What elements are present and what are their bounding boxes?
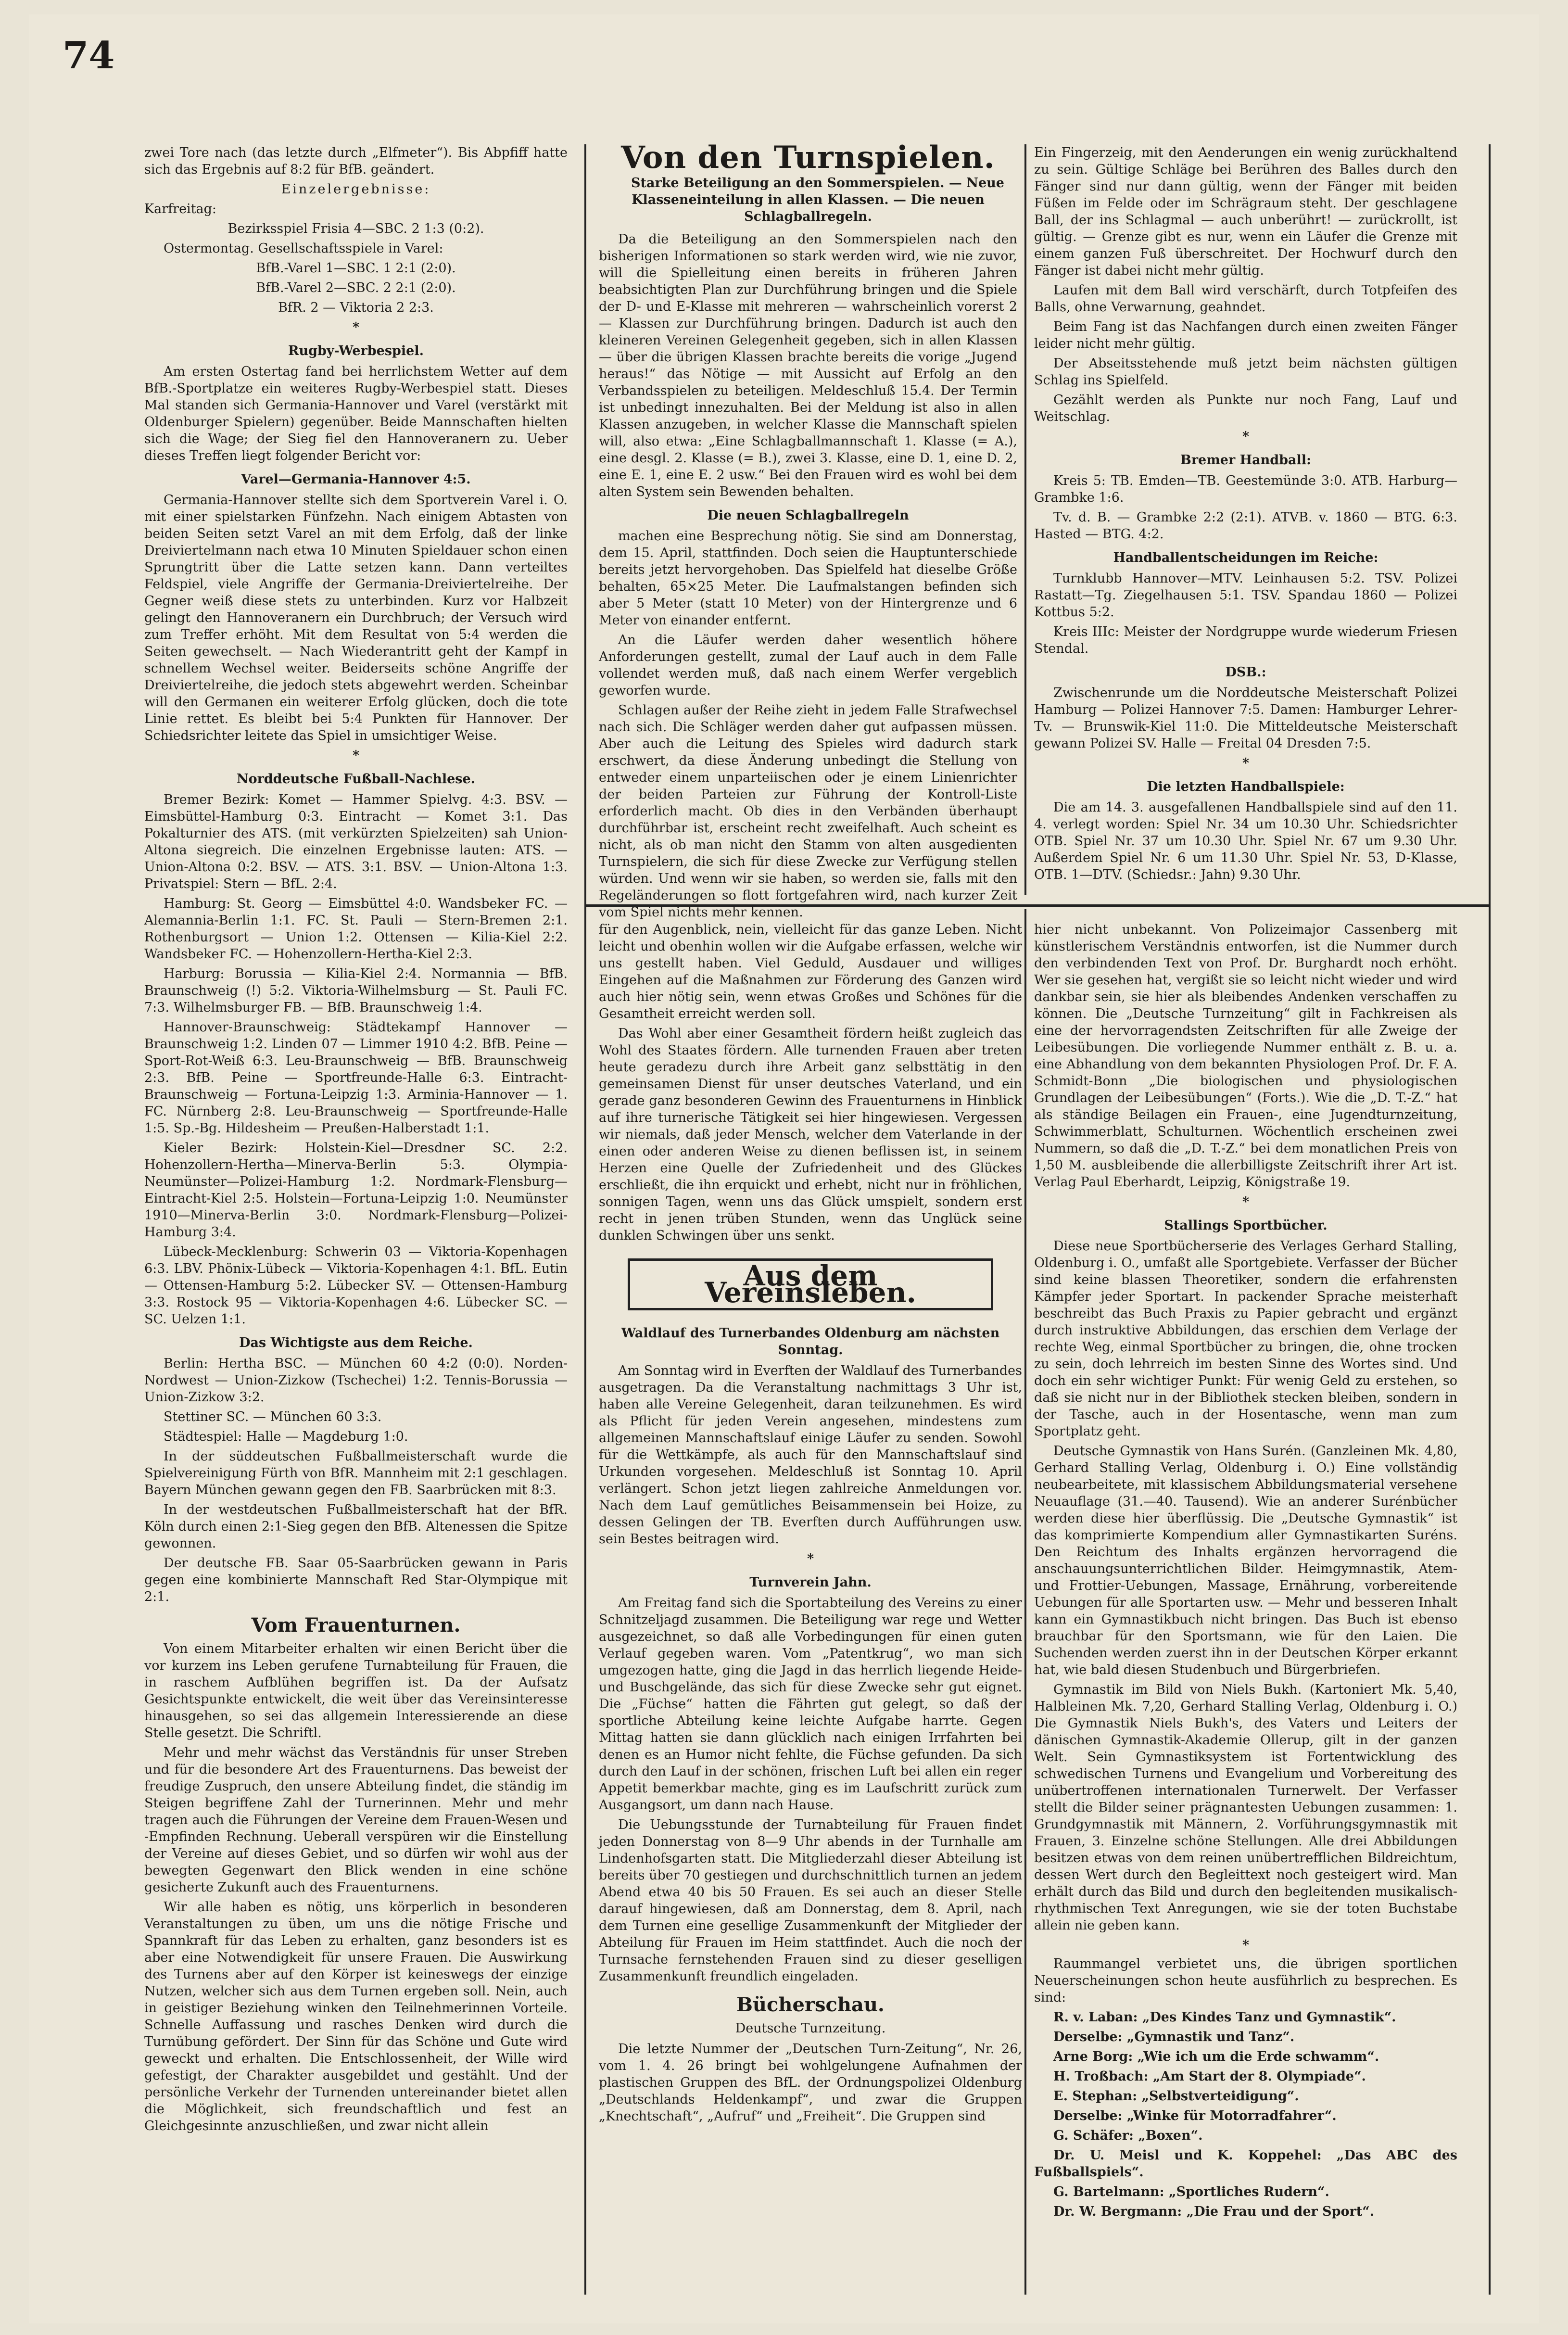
jahn-paragraph: Am Freitag fand sich die Sportabteilung des Vereins zu einer Schnitzeljagd zusammen. Die Beteiligung war rege und Wetter ausgezeichnet, so daß alle Vorbedingungen für einen guten Verlauf gegeben waren. Vom „Patentkrug“, wo man sich umgezogen hatte, ging die Jagd in das herrlich liegende Heide- und Buschgelände, das sich für diese Zwecke sehr gut eignet. Die „Füchse“ hatten die Fährten gut gelegt, so daß der sportliche Abteilung keine leichte Aufgabe harrte. Gegen Mittag hatten sie dann glücklich nach einigen Irrfahrten bei denen es an Humor nicht fehlte, die Füchse gefunden. Da sich durch den Lauf in der schönen, frischen Luft bei allen ein reger Appetit bemerkbar machte, ging es im Laufschritt zurück zum Ausgangsort, um dann nach Hause.	[599, 1596, 1022, 1813]
rugby-report: Germania-Hannover stellte sich dem Sportverein Varel i. O. mit einer spielstarken Fünfzehn. Nach einigem Abtasten von beiden Seiten setzt Varel an mit dem Erfolg, daß der linke Dreiviertelmann nach etwa 10 Minuten Spieldauer schon einen Sprungtritt über die Latte setzen kann. Dann verteiltes Feldspiel, viele Angriffe der Germania-Dreiviertelreihe. Der Gegner weiß diese stets zu unterbinden. Kurz vor Halbzeit gelingt den Hannoveranern ein Durchbruch; der Versuch wird zum Treffer erhöht. Mit dem Resultat von 5:4 werden die Seiten gewechselt. — Nach Wiederantritt geht der Kampf in schnellem Wechsel weiter. Beiderseits schöne Angriffe der Dreiviertelreihe, die jedoch stets abgewehrt werden. Scheinbar will den Germanen ein weiterer Erfolg glücken, doch die tote Linie rettet. Es bleibt bei 5:4 Punkten für Hannover. Der Schiedsrichter leitete das Spiel in umsichtiger Weise.	[144, 493, 568, 743]
turnspiele-lead: Starke Beteiligung an den Sommerspielen. — Neue Klasseneinteilung in allen Klassen. — Die neuen Schlagballregeln.	[631, 176, 1004, 224]
wichtigste-staedte: Städtespiel: Halle — Magdeburg 1:0.	[164, 1429, 408, 1444]
column-3-bottom	[1034, 921, 1457, 2285]
column-2-top	[599, 140, 1017, 920]
handball-reich-heading: Handballentscheidungen im Reiche:	[1113, 550, 1378, 565]
result-line: Ostermontag. Gesellschaftsspiele in Varel:	[164, 241, 443, 256]
dtz-heading: Deutsche Turnzeitung.	[735, 2021, 886, 2036]
frauenturnen-paragraph: Von einem Mitarbeiter erhalten wir einen Bericht über die vor kurzem ins Leben gerufene Turnabteilung für Frauen, die in raschem Aufblühen begriffen ist. Da der Aufsatz Gesichtspunkte entwickelt, die weit über das Vereinsinteresse hinausgehen, so sei das allgemein Interessierende an diese Stelle gesetzt. Die Schriftl.	[144, 1641, 568, 1740]
wichtigste-paragraph: Der deutsche FB. Saar 05-Saarbrücken gewann in Paris gegen eine kombinierte Mannschaft Red Star-Olympique mit 2:1.	[144, 1556, 568, 1604]
schlagball-rules: Laufen mit dem Ball wird verschärft, durch Totpfeifen des Balls, ohne Verwarnung, geahndet.	[1034, 283, 1457, 315]
waldlauf-heading: Waldlauf des Turnerbandes Oldenburg am nächsten Sonntag.	[621, 1326, 1000, 1358]
book-list-item: Arne Borg: „Wie ich um die Erde schwamm“.	[1053, 2049, 1379, 2064]
schlagball-paragraph: Schlagen außer der Reihe zieht in jedem Falle Strafwechsel nach sich. Die Schläger werden daher gut aufpassen müssen. Aber auch die Leitung des Spieles wird dadurch stark erschwert, da diese Änderung unbedingt die Stellung von entweder einem unparteiischen oder je einem Linienrichter der beiden Parteien zur Führung der Kontroll-Liste erforderlich macht. Ob dies in den Verbänden überhaupt durchführbar ist, erscheint recht zweifelhaft. Auch scheint es nicht, als ob man nicht den Stamm von alten ausgedienten Turnspielern, die sich für diese Zwecke zur Verfügung stellen würden. Und wenn wir sie haben, so werden sie, falls mit den Regeländerungen so flott fortgefahren wird, nach kurzer Zeit vom Spiel nichts mehr kennen.	[599, 703, 1017, 920]
column-rule-3	[1024, 909, 1026, 2295]
dtz-continuation: hier nicht unbekannt. Von Polizeimajor Cassenberg mit künstlerischem Verständnis entworfen, ist die Nummer durch den verbindenden Text von Prof. Dr. Burghardt noch erhöht. Wer sie gesehen hat, vergißt sie so leicht nicht wieder und wird dankbar sein, sie hier als bleibendes Andenken verschaffen zu können. Die „Deutsche Turnzeitung“ gilt in Fachkreisen als eine der hervorragendsten Zeitschriften für alle Zweige der Leibesübungen. Die vorliegende Nummer enthält z. B. u. a. eine Abhandlung von dem bekannten Physiologen Prof. Dr. F. A. Schmidt-Bonn „Die biologischen und physiologischen Grundlagen der Leibesübungen“ (Forts.). Wie die „D. T.-Z.“ hat als ständige Beilagen ein Frauen-, eine Jugendturnzeitung, Schwimmerblatt, Schulturnen. Wöchentlich erscheinen zwei Nummern, so daß die „D. T.-Z.“ bei dem monatlichen Preis von 1,50 M. ausbleibende die allerbilligste Zeitschrift ihrer Art ist. Verlag Paul Eberhardt, Leipzig, Königstraße 19.	[1034, 922, 1457, 1190]
football-hamburg: Hamburg: St. Georg — Eimsbüttel 4:0. Wandsbeker FC. — Alemannia-Berlin 1:1. FC. St. Pauli — Stern-Bremen 2:1. Rothenburgsort — Union 1:2. Ottensen — Kilia-Kiel 2:2. Wandsbeker FC. — Hohenzollern-Hertha-Kiel 2:3.	[144, 896, 568, 962]
stalling-paragraph: Gymnastik im Bild von Niels Bukh. (Kartoniert Mk. 5,40, Halbleinen Mk. 7,20, Gerhard Stalling Verlag, Oldenburg i. O.) Die Gymnastik Niels Bukh's, des Vaters und Leiters der dänischen Gymnastik-Akademie Ollerup, gilt in der ganzen Welt. Sein Gymnastiksystem ist Fortentwicklung des schwedischen Turnens und Evangelium und Vorbereitung des unübertroffenen internationalen Turnerwelt. Der Verfasser stellt die Bilder seiner prägnantesten Uebungen zusammen: 1. Grundgymnastik mit Männern, 2. Vorführungsgymnastik mit Frauen, 3. Einzelne schöne Stellungen. Alle drei Abbildungen besitzen etwas von dem reinen unübertrefflichen Bildreichtum, dessen Wert durch den Begleittext noch gesteigert wird. Man erhält durch das Bild und durch den begleitenden musikalisch-rhythmischen Text Anregungen, wie sie der toten Buchstabe allein nie geben kann.	[1034, 1682, 1457, 1933]
frauenturnen-paragraph: Mehr und mehr wächst das Verständnis für unser Streben und für die besondere Art des Frauenturnens. Das beweist der freudige Zuspruch, den unsere Abteilung findet, die ständig im Steigen begriffene Zahl der Turnerinnen. Mehr und mehr tragen auch die Führungen der Vereine dem Frauen-Wesen und -Empfinden Rechnung. Ueberall verspüren wir die Einstellung der Vereine auf dieses Gebiet, und so dürfen wir wohl aus der bewegten Gegenwart den Blick wenden in eine schöne gesicherte Zukunft auch des Frauenturnens.	[144, 1745, 568, 1895]
dsb-heading: DSB.:	[1225, 665, 1266, 680]
handball-heading: Bremer Handball:	[1180, 453, 1311, 468]
column-2-bottom	[599, 921, 1022, 2285]
karfreitag-label: Karfreitag:	[144, 202, 217, 216]
schlagball-rules: Beim Fang ist das Nachfangen durch einen zweiten Fänger leider nicht mehr gültig.	[1034, 319, 1457, 351]
frauenturnen-heading: Vom Frauenturnen.	[251, 1614, 461, 1637]
column-1	[144, 144, 568, 2285]
wichtigste-stettin: Stettiner SC. — München 60 3:3.	[164, 1409, 382, 1424]
football-kiel: Kieler Bezirk: Holstein-Kiel—Dresdner SC. 2:2. Hohenzollern-Hertha—Minerva-Berlin 5:3. Olympia-Neumünster—Polizei-Hamburg 1:2. Nordmark-Flensburg—Eintracht-Kiel 2:5. Holstein—Fortuna-Leipzig 1:0. Neumünster 1910—Minerva-Berlin 3:0. Nordmark-Flensburg—Polizei-Hamburg 3:4.	[144, 1141, 568, 1240]
book-list-item: Dr. W. Bergmann: „Die Frau und der Sport“.	[1053, 2204, 1375, 2219]
separator-star: *	[1242, 756, 1250, 771]
right-border	[1489, 144, 1491, 2295]
column-3-top	[1034, 144, 1457, 882]
vereinsleben-heading: Aus dem Vereinsleben.	[628, 1258, 993, 1310]
book-list-item: H. Troßbach: „Am Start der 8. Olympiade“.	[1053, 2069, 1366, 2084]
rugby-paragraph: Am ersten Ostertag fand bei herrlichstem Wetter auf dem BfB.-Sportplatze ein weiteres Rugby-Werbespiel statt. Dieses Mal standen sich Germania-Hannover und Varel (verstärkt mit Oldenburger Spielern) gegenüber. Beide Mannschaften hielten sich die Wage; der Sieg fiel den Hannoveranern zu. Ueber dieses Treffen liegt folgender Bericht vor:	[144, 364, 568, 463]
football-bremen: Bremer Bezirk: Komet — Hammer Spielvg. 4:3. BSV. — Eimsbüttel-Hamburg 0:3. Eintracht — Komet 3:1. Das Pokalturnier des ATS. (mit verkürzten Spielzeiten) sah Union-Altona siegreich. Die einzelnen Ergebnisse lauten: ATS. — Union-Altona 0:2. BSV. — ATS. 3:1. BSV. — Union-Altona 1:3. Privatspiel: Stern — BfL. 2:4.	[144, 792, 568, 891]
turnspiele-paragraph: Da die Beteiligung an den Sommerspielen nach den bisherigen Informationen so stark werden wird, wie nie zuvor, will die Spielleitung einen bereits in früheren Jahren beabsichtigten Plan zur Durchführung bringen und die Spiele der D- und E-Klasse mit mehreren — wahrscheinlich vorerst 2 — Klassen zur Durchführung bringen. Dadurch ist auch den kleineren Vereinen Gelegenheit gegeben, sich in allen Klassen — über die übrigen Klassen brachte bereits die vorige „Jugend heraus!“ das Nötige — mit Aussicht auf Erfolg an den Verbandsspielen zu beteiligen. Meldeschluß 15.4. Der Termin ist unbedingt innezuhalten. Bei der Meldung ist also in allen Klassen anzugeben, in welcher Klasse die Mannschaft spielen will, also etwa: „Eine Schlagballmannschaft 1. Klasse (= A.), eine desgl. 2. Klasse (= B.), zwei 3. Klasse, eine D. 1, eine D. 2, eine E. 1, eine E. 2 usw.“ Bei den Frauen wird es wohl bei dem alten System sein Bewenden behalten.	[599, 232, 1017, 499]
jahn-heading: Turnverein Jahn.	[749, 1575, 872, 1590]
column-rule-2	[1024, 144, 1026, 895]
wichtigste-heading: Das Wichtigste aus dem Reiche.	[239, 1335, 473, 1350]
book-list-item: G. Bartelmann: „Sportliches Rudern“.	[1053, 2184, 1329, 2199]
schlagball-paragraph: machen eine Besprechung nötig. Sie sind am Donnerstag, dem 15. April, stattfinden. Doch seien die Hauptunterschiede bereits jetzt hervorgehoben. Das Spielfeld hat dieselbe Größe behalten, 65×25 Meter. Die Laufmalstangen befinden sich aber 5 Meter (statt 10 Meter) von der Hintergrenze und 6 Meter von einander entfernt.	[599, 529, 1017, 628]
frauenturnen-paragraph: Wir alle haben es nötig, uns körperlich in besonderen Veranstaltungen zu üben, um uns die nötige Frische und Spannkraft für das Leben zu erhalten, ganz besonders ist es aber eine Notwendigkeit für unsere Frauen. Die Auswirkung des Turnens aber auf den Körper ist keineswegs der einzige Nutzen, welcher sich aus dem Turnen ergeben soll. Nein, auch in geistiger Beziehung winken den Teilnehmerinnen Vorteile. Schnelle Auffassung und rasches Denken wird durch die Turnübung gefördert. Der Sinn für das Schöne und Gute wird geweckt und erhalten. Die Entschlossenheit, der Wille wird gefestigt, der Charakter ausgebildet und gestählt. Und der persönliche Verkehr der Turnenden untereinander bietet allen die Möglichkeit, sich freundschaftlich und fest an Gleichgesinnte anzuschließen, und zwar nicht allein	[144, 1900, 568, 2133]
book-list-item: Derselbe: „Winke für Motorradfahrer“.	[1053, 2108, 1337, 2123]
book-list-item: R. v. Laban: „Des Kindes Tanz und Gymnastik“.	[1053, 2010, 1396, 2025]
football-hannover: Hannover-Braunschweig: Städtekampf Hannover — Braunschweig 1:2. Linden 07 — Limmer 1910 4:2. BfB. Peine — Sport-Rot-Weiß 6:3. Leu-Braunschweig — BfB. Braunschweig 2:3. BfB. Peine — Sportfreunde-Halle 6:3. Eintracht-Braunschweig — Fortuna-Leipzig 1:3. Arminia-Hannover — 1. FC. Nürnberg 2:8. Leu-Braunschweig — Sportfreunde-Halle 1:5. Sp.-Bg. Hildesheim — Preußen-Halberstadt 1:1.	[144, 1020, 568, 1136]
schlagball-heading: Die neuen Schlagballregeln	[707, 508, 909, 523]
book-list-item: Derselbe: „Gymnastik und Tanz“.	[1053, 2030, 1295, 2044]
raummangel-paragraph: Raummangel verbietet uns, die übrigen sportlichen Neuerscheinungen schon heute ausführlich zu besprechen. Es sind:	[1034, 1956, 1457, 2005]
page-number: 74	[63, 34, 115, 77]
football-luebeck: Lübeck-Mecklenburg: Schwerin 03 — Viktoria-Kopenhagen 6:3. LBV. Phönix-Lübeck — Viktoria-Kopenhagen 4:1. BfL. Eutin — Ottensen-Hamburg 5:2. Lübecker SV. — Ottensen-Hamburg 3:3. Rostock 95 — Viktoria-Kopenhagen 4:6. Lübecker SC. — SC. Uelzen 1:1.	[144, 1244, 568, 1327]
rugby-result: Varel—Germania-Hannover 4:5.	[241, 472, 471, 487]
separator-star: *	[352, 748, 360, 763]
schlagball-rules: Der Abseitsstehende muß jetzt beim nächsten gültigen Schlag ins Spielfeld.	[1034, 356, 1457, 388]
dtz-paragraph: Die letzte Nummer der „Deutschen Turn-Zeitung“, Nr. 26, vom 1. 4. 26 bringt bei wohlgelungene Aufnahmen der plastischen Gruppen des BfL. der Ordnungspolizei Oldenburg „Deutschlands Heldenkampf“, und zwar die Gruppen „Knechtschaft“, „Aufruf“ und „Freiheit“. Die Gruppen sind	[599, 2042, 1022, 2124]
book-list	[1034, 2009, 1457, 2220]
book-list-item: E. Stephan: „Selbstverteidigung“.	[1053, 2089, 1299, 2104]
schlagball-paragraph: An die Läufer werden daher wesentlich höhere Anforderungen gestellt, zumal der Lauf auch in dem Falle vollendet werden muß, daß nach einem Werfer vergeblich geworfen wurde.	[599, 633, 1017, 698]
football-heading: Norddeutsche Fußball-Nachlese.	[236, 772, 476, 787]
book-list-item: Dr. U. Meisl und K. Koppehel: „Das ABC des Fußballspiels“.	[1034, 2148, 1457, 2180]
handball-result: Turnklubb Hannover—MTV. Leinhausen 5:2. TSV. Polizei Rastatt—Tg. Ziegelhausen 5:1. TSV. Spandau 1860 — Polizei Kottbus 5:2.	[1034, 571, 1457, 620]
wichtigste-berlin: Berlin: Hertha BSC. — München 60 4:2 (0:0). Norden-Nordwest — Union-Zizkow (Tschechei) 1:2. Tennis-Borussia — Union-Zizkow 3:2.	[144, 1356, 568, 1405]
handball-result: Tv. d. B. — Grambke 2:2 (2:1). ATVB. v. 1860 — BTG. 6:3. Hasted — BTG. 4:2.	[1034, 510, 1457, 542]
stalling-paragraph: Deutsche Gymnastik von Hans Surén. (Ganzleinen Mk. 4,80, Gerhard Stalling Verlag, Oldenburg i. O.) Eine vollständig neubearbeitete, mit klassischem Abbildungsmaterial versehene Neuauflage (31.—40. Tausend). Wie an anderer Surénbücher werden diese hier überflüssig. Die „Deutsche Gymnastik“ ist das komprimierte Kompendium aller Gymnastikarten Suréns. Den Reichtum des Inhalts ergänzen hervorragend die anschauungsunterrichtlichen Bilder. Heimgymnastik, Atem- und Frottier-Uebungen, Massage, Ernährung, vorbereitende Uebungen für alle Sportarten usw. — Mehr und besseren Inhalt kann ein Gymnastikbuch nicht bringen. Das Buch ist ebenso brauchbar für den Sportsmann, wie für den Laien. Die Suchenden werden zuerst ihn in der Deutschen Körper erkannt hat, wie bald diesen Studenbuch und Bürgerbriefen.	[1034, 1444, 1457, 1677]
dsb-paragraph: Zwischenrunde um die Norddeutsche Meisterschaft Polizei Hamburg — Polizei Hannover 7:5. Damen: Hamburger Lehrer-Tv. — Brunswik-Kiel 11:0. Die Mitteldeutsche Meisterschaft gewann Polizei SV. Halle — Freital 04 Dresden 7:5.	[1034, 685, 1457, 751]
jahn-paragraph: Die Uebungsstunde der Turnabteilung für Frauen findet jeden Donnerstag von 8—9 Uhr abends in der Turnhalle am Lindenhofsgarten statt. Die Mitgliederzahl dieser Abteilung ist bereits über 70 gestiegen und durchschnittlich turnen an jedem Abend etwa 40 bis 50 Frauen. Es sei auch an dieser Stelle darauf hingewiesen, daß am Donnerstag, dem 8. April, nach dem Turnen eine gesellige Zusammenkunft der Mitglieder der Abteilung für Frauen im Heim stattfindet. Auch die noch der Turnsache fernstehenden Frauen sind zu dieser geselligen Zusammenkunft freundlich eingeladen.	[599, 1817, 1022, 1984]
handball-result: Kreis 5: TB. Emden—TB. Geestemünde 3:0. ATB. Harburg—Grambke 1:6.	[1034, 473, 1457, 505]
column-rule-1	[584, 144, 586, 2295]
letzte-heading: Die letzten Handballspiele:	[1147, 779, 1345, 794]
frauen-continuation: für den Augenblick, nein, vielleicht für das ganze Leben. Nicht leicht und obenhin wollen wir die Aufgabe erfassen, welche wir uns gestellt haben. Viel Geduld, Ausdauer und williges Eingehen auf die Maßnahmen zur Förderung des Ganzen wird auch hier nötig sein, wenn etwas Großes und Schönes für die Gesamtheit erreicht werden soll.	[599, 922, 1022, 1021]
wichtigste-paragraph: In der westdeutschen Fußballmeisterschaft hat der BfR. Köln durch einen 2:1-Sieg gegen den BfB. Altenessen die Spitze gewonnen.	[144, 1502, 568, 1551]
buecherschau-heading: Bücherschau.	[736, 1993, 885, 2016]
einzel-heading: Einzelergebnisse:	[281, 182, 431, 197]
stalling-heading: Stallings Sportbücher.	[1164, 1218, 1328, 1233]
result-line: Bezirksspiel Frisia 4—SBC. 2 1:3 (0:2).	[228, 221, 484, 236]
book-list-item: G. Schäfer: „Boxen“.	[1053, 2128, 1203, 2143]
intro-text: zwei Tore nach (das letzte durch „Elfmeter“). Bis Abpfiff hatte sich das Ergebnis auf 8:2 für BfB. geändert.	[144, 145, 568, 177]
result-line: BfB.-Varel 2—SBC. 2 2:1 (2:0).	[256, 280, 456, 295]
separator-star: *	[807, 1551, 814, 1566]
letzte-paragraph: Die am 14. 3. ausgefallenen Handballspiele sind auf den 11. 4. verlegt worden: Spiel Nr. 34 um 10.30 Uhr. Schiedsrichter OTB. Spiel Nr. 37 um 10.30 Uhr. Spiel Nr. 67 um 9.30 Uhr. Außerdem Spiel Nr. 6 um 11.30 Uhr. Spiel Nr. 53, D-Klasse, OTB. 1—DTV. (Schiedsr.: Jahn) 9.30 Uhr.	[1034, 800, 1457, 882]
frauen-continuation: Das Wohl aber einer Gesamtheit fördern heißt zugleich das Wohl des Staates fördern. Alle turnenden Frauen aber treten heute geradezu durch ihre Arbeit ganz selbsttätig in den gemeinsamen Dienst für unser deutsches Vaterland, und ein gerade ganz besonderen Gewinn des Frauenturnens in Hinblick auf ihre turnerische Tätigkeit sei hier hingewiesen. Vergessen wir niemals, daß jeder Mensch, welcher dem Vaterlande in der einen oder anderen Weise zu dienen beflissen ist, in seinem Herzen eine Quelle der Zufriedenheit und des Glückes erschließt, die ihn erquickt und erhebt, nicht nur in fröhlichen, sonnigen Tagen, wenn uns das Glück umspielt, sondern erst recht in jenen trüben Stunden, wenn das Unglück seine dunklen Schwingen über uns senkt.	[599, 1026, 1022, 1243]
turnspiele-heading: Von den Turnspielen.	[621, 140, 995, 176]
waldlauf-paragraph: Am Sonntag wird in Everften der Waldlauf des Turnerbandes ausgetragen. Da die Veranstaltung nachmittags 3 Uhr ist, haben alle Vereine Gelegenheit, daran teilzunehmen. Es wird als Pflicht für jeden Verein angesehen, mindestens zum allgemeinen Mannschaftslauf einige Läufer zu senden. Sowohl für die Wettkämpfe, als auch für den Mannschaftslauf sind Urkunden vorgesehen. Meldeschluß ist Sonntag 10. April verlängert. Schon jetzt liegen zahlreiche Anmeldungen vor. Nach dem Lauf gemütliches Beisammensein bei Hoize, zu dessen Gelingen der TB. Everften durch Aufführungen usw. sein Bestes beitragen wird.	[599, 1363, 1022, 1547]
handball-result: Kreis IIIc: Meister der Nordgruppe wurde wiederum Friesen Stendal.	[1034, 624, 1457, 656]
wichtigste-paragraph: In der süddeutschen Fußballmeisterschaft wurde die Spielvereinigung Fürth von BfR. Mannheim mit 2:1 geschlagen. Bayern München gewann gegen den FB. Saarbrücken mit 8:3.	[144, 1449, 568, 1497]
schlagball-rules: Ein Fingerzeig, mit den Aenderungen ein wenig zurückhaltend zu sein. Gültige Schläge bei Berühren des Balles durch den Fänger sind nur dann gültig, wenn der Fänger mit beiden Füßen im Felde oder im Schrägraum steht. Der geschlagene Ball, der ins Schlagmal — auch unberührt! — zurückrollt, ist gültig. — Grenze gibt es nur, wenn ein Läufer die Grenze mit einem ganzen Fuß überschreitet. Der Hochwurf durch den Fänger ist dabei nicht mehr gültig.	[1034, 145, 1457, 278]
football-harburg: Harburg: Borussia — Kilia-Kiel 2:4. Normannia — BfB. Braunschweig (!) 5:2. Viktoria-Wilhelmsburg — St. Pauli FC. 7:3. Wilhelmsburger FB. — BfB. Braunschweig 1:4.	[144, 966, 568, 1015]
schlagball-rules: Gezählt werden als Punkte nur noch Fang, Lauf und Weitschlag.	[1034, 393, 1457, 424]
result-line: BfR. 2 — Viktoria 2 2:3.	[278, 300, 434, 315]
separator-star: *	[1242, 429, 1250, 444]
separator-star: *	[1242, 1194, 1250, 1209]
separator-star: *	[352, 320, 360, 335]
result-line: BfB.-Varel 1—SBC. 1 2:1 (2:0).	[256, 261, 456, 276]
stalling-paragraph: Diese neue Sportbücherserie des Verlages Gerhard Stalling, Oldenburg i. O., umfaßt alle Sportgebiete. Verfasser der Bücher sind keine blassen Theoretiker, sondern die erfahrensten Kämpfer jeder Sportart. In packender Sprache meisterhaft beschreibt das Buch Praxis zu Papier gebracht und ergänzt durch instruktive Abbildungen, das erschien dem Verlage der rechte Weg, einmal Sportbücher zu bringen, die, ohne trocken zu sein, doch lehrreich im besten Sinne des Wortes sind. Und doch ein sehr wichtiger Punkt: Für wenig Geld zu erstehen, so daß sie nicht nur in der Bibliothek stecken bleiben, sondern in der Tasche, auch in der Hosentasche, wenn man zum Sportplatz geht.	[1034, 1239, 1457, 1439]
separator-star: *	[1242, 1938, 1250, 1953]
rugby-heading: Rugby-Werbespiel.	[288, 343, 424, 358]
